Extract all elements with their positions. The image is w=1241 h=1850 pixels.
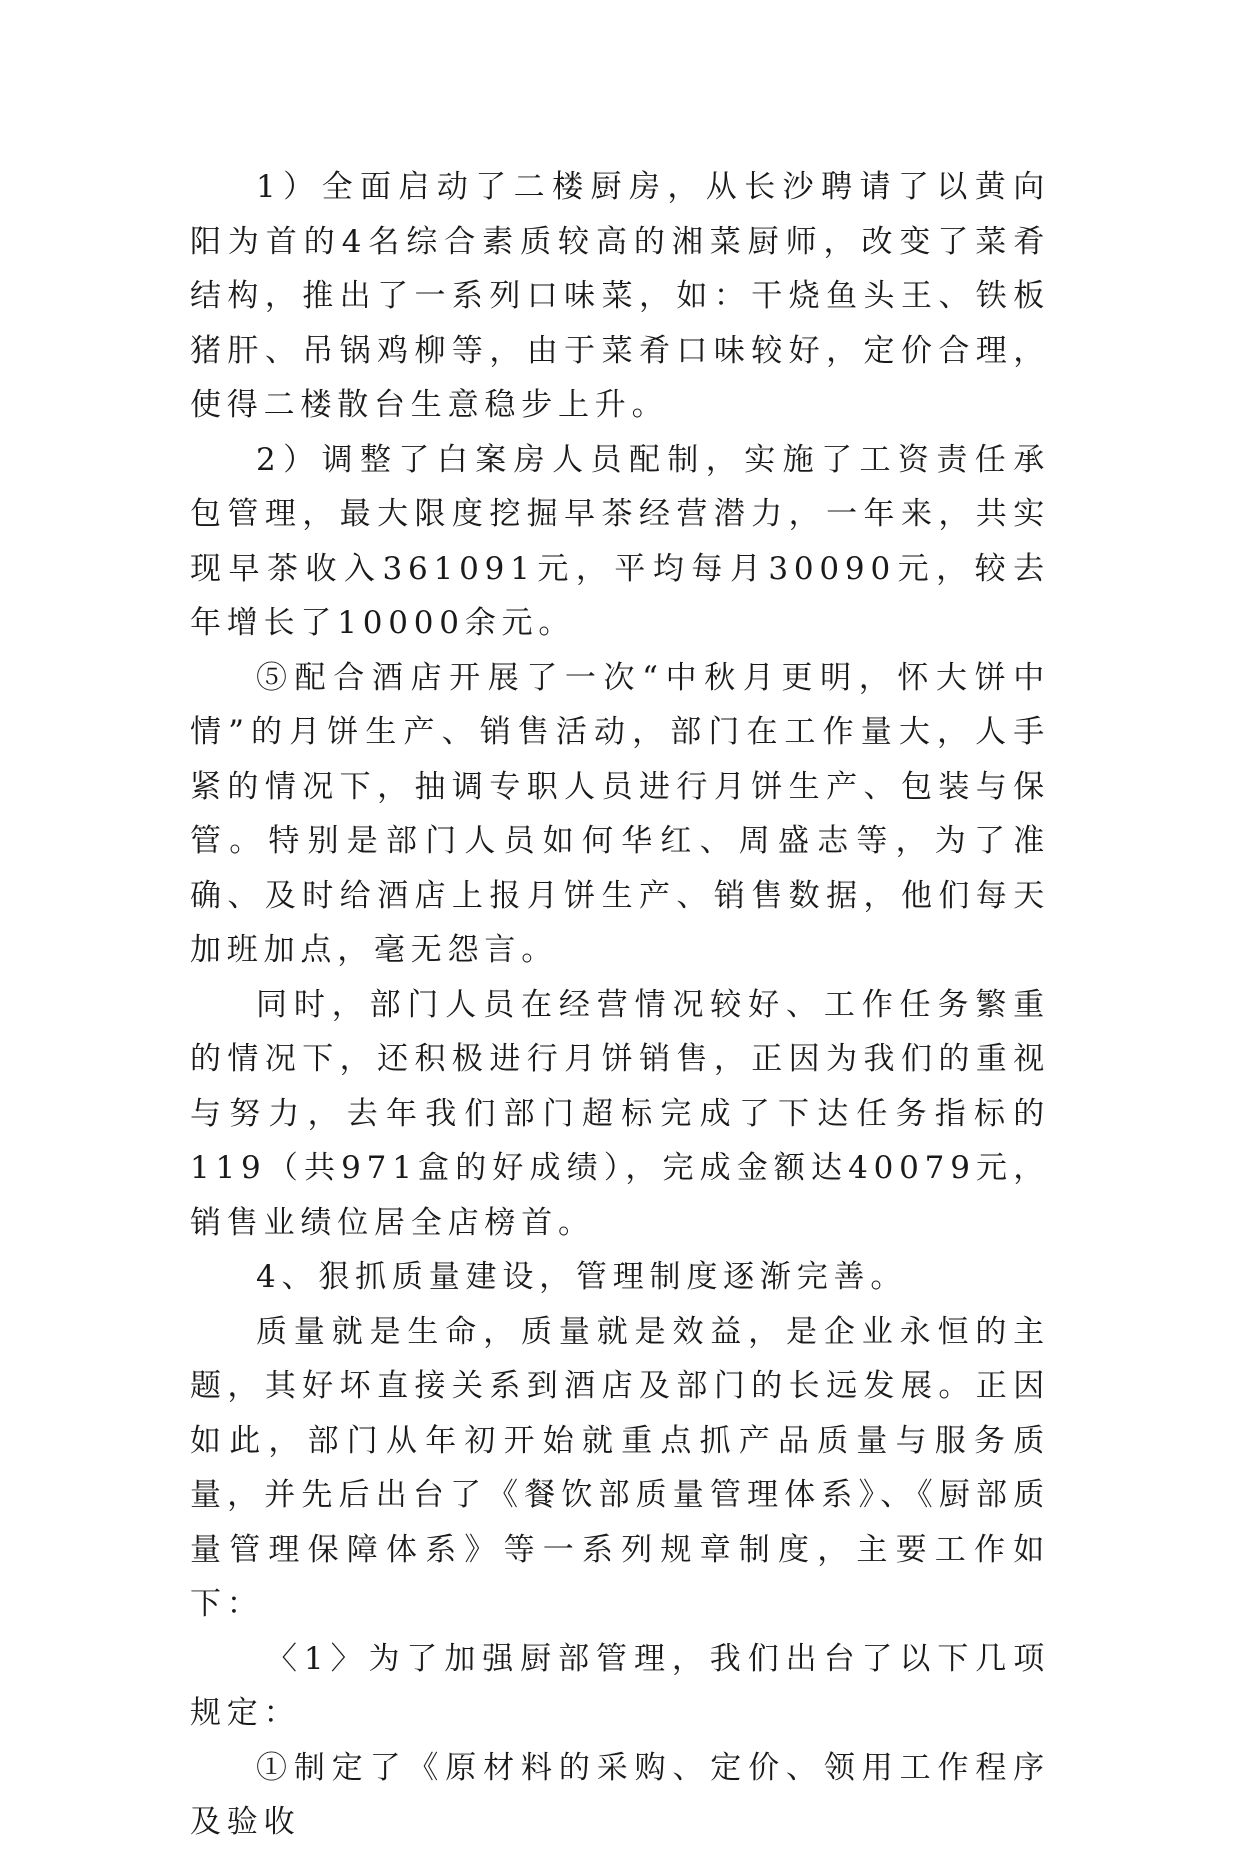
list-item-kitchen-rules: 〈1〉为了加强厨部管理，我们出台了以下几项规定： [190, 1640, 1050, 1731]
paragraph-pastry-room: 2）调整了白案房人员配制，实施了工资责任承包管理，最大限度挖掘早茶经营潜力，一年来，共实现早茶收入361091元，平均每月30090元，较去年增长了10000余元。 [190, 441, 1050, 641]
section-heading-quality: 4、狠抓质量建设，管理制度逐渐完善。 [256, 1259, 908, 1295]
paragraph-mooncake-sales: 同时，部门人员在经营情况较好、工作任务繁重的情况下，还积极进行月饼销售，正因为我们的重视与努力，去年我们部门超标完成了下达任务指标的119（共971盒的好成绩），完成金额达40079元，销售业绩位居全店榜首。 [190, 986, 1050, 1241]
paragraph-quality-intro: 质量就是生命，质量就是效益，是企业永恒的主题，其好坏直接关系到酒店及部门的长远发展。正因如此，部门从年初开始就重点抓产品质量与服务质量，并先后出台了《餐饮部质量管理体系》、《厨部质量管理保障体系》等一系列规章制度，主要工作如下： [190, 1313, 1050, 1622]
document-body [190, 160, 1050, 1850]
paragraph-mooncake-activity: ⑤配合酒店开展了一次“中秋月更明，怀大饼中情”的月饼生产、销售活动，部门在工作量大，人手紧的情况下，抽调专职人员进行月饼生产、包装与保管。特别是部门人员如何华红、周盛志等，为了准确、及时给酒店上报月饼生产、销售数据，他们每天加班加点，毫无怨言。 [190, 659, 1050, 968]
list-item-procurement-rules: ①制定了《原材料的采购、定价、领用工作程序及验收 [190, 1749, 1050, 1840]
paragraph-second-floor-kitchen: 1）全面启动了二楼厨房，从长沙聘请了以黄向阳为首的4名综合素质较高的湘菜厨师，改变了菜肴结构，推出了一系列口味菜，如：干烧鱼头王、铁板猪肝、吊锅鸡柳等，由于菜肴口味较好，定价合理，使得二楼散台生意稳步上升。 [190, 169, 1050, 423]
